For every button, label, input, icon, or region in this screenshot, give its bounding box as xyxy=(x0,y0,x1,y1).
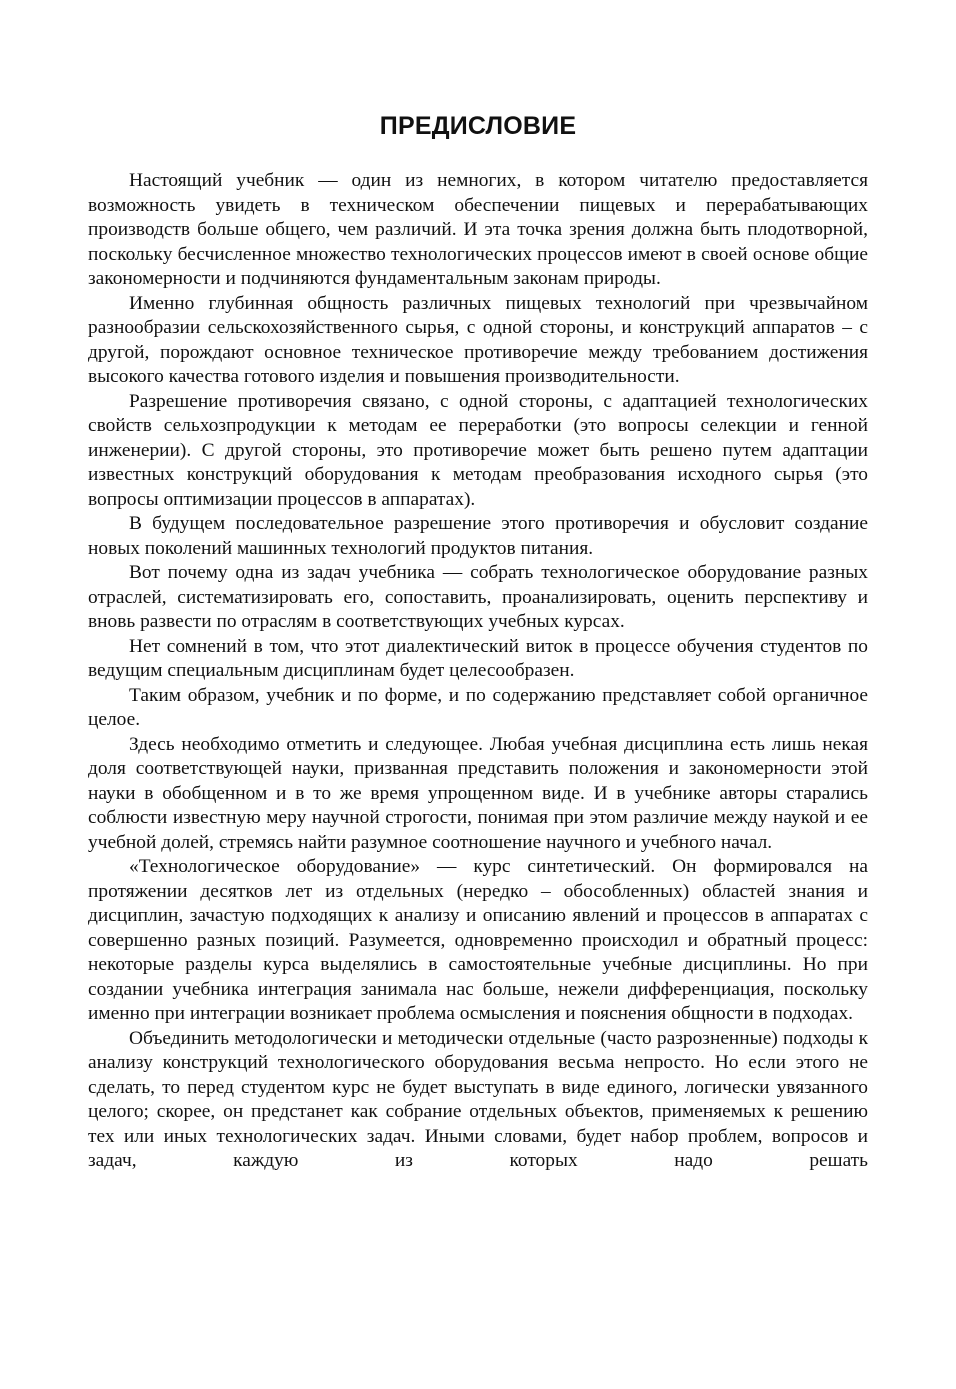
body-text xyxy=(88,169,868,1174)
paragraph: Вот почему одна из задач учебника — собрать технологическое оборудование разных отраслей, систематизировать его, сопоставить, проанализировать, оценить перспективу и вновь развести по отраслям в соответствующих учебных курсах. xyxy=(88,562,868,632)
page-title: ПРЕДИСЛОВИЕ xyxy=(379,112,577,140)
paragraph: В будущем последовательное разрешение этого противоречия и обусловит создание новых поколений машинных технологий продуктов питания. xyxy=(88,513,868,559)
paragraph: Настоящий учебник — один из немногих, в котором читателю предоставляется возможность увидеть в техническом обеспечении пищевых и перерабатывающих производств больше общего, чем различий. И эта точка зрения должна быть плодотворной, поскольку бесчисленное множество технологических процессов имеют в своей основе общие закономерности и подчиняются фундаментальным законам природы. xyxy=(88,170,868,289)
paragraph: Нет сомнений в том, что этот диалектический виток в процессе обучения студентов по ведущим специальным дисциплинам будет целесообразен. xyxy=(88,635,868,681)
document-page xyxy=(88,100,868,1174)
paragraph: Разрешение противоречия связано, с одной стороны, с адаптацией технологических свойств сельхозпродукции к методам ее переработки (это вопросы селекции и генной инженерии). С другой стороны, это противоречие может быть решено путем адаптации известных конструкций оборудования к методам преобразования исходного сырья (это вопросы оптимизации процессов в аппаратах). xyxy=(88,390,868,510)
paragraph: «Технологическое оборудование» — курс синтетический. Он формировался на протяжении десятков лет из отдельных (нередко – обособленных) областей знания и дисциплин, зачастую подходящих к анализу и описанию явлений и процессов в аппаратах с совершенно разных позиций. Разумеется, одновременно происходил и обратный процесс: некоторые разделы курса выделялись в самостоятельные учебные дисциплины. Но при создании учебника интеграция занимала нас больше, нежели дифференциация, поскольку именно при интеграции возникает проблема осмысления и пояснения общности в подходах. xyxy=(88,856,868,1024)
paragraph: Объединить методологически и методически отдельные (часто разрозненные) подходы к анализу конструкций технологического оборудования весьма непросто. Но если этого не сделать, то перед студентом курс не будет выступать в виде единого, логически увязанного целого; скорее, он предстанет как собрание отдельных объектов, применяемых к решению тех или иных технологических задач. Иными словами, будет набор проблем, вопросов и задач, каждую из которых надо решать xyxy=(88,1027,868,1171)
paragraph: Здесь необходимо отметить и следующее. Любая учебная дисциплина есть лишь некая доля соответствующей науки, призванная представить положения и закономерности этой науки в обобщенном и в то же время упрощенном виде. И в учебнике авторы старались соблюсти известную меру научной строгости, понимая при этом различие между наукой и ее учебной долей, стремясь найти разумное соотношение научного и учебного начал. xyxy=(88,733,868,853)
paragraph: Таким образом, учебник и по форме, и по содержанию представляет собой органичное целое. xyxy=(88,684,868,730)
paragraph: Именно глубинная общность различных пищевых технологий при чрезвычайном разнообразии сельскохозяйственного сырья, с одной стороны, и конструкций аппаратов – с другой, порождают основное техническое противоречие между требованием достижения высокого качества готового изделия и повышения производительности. xyxy=(88,292,868,387)
